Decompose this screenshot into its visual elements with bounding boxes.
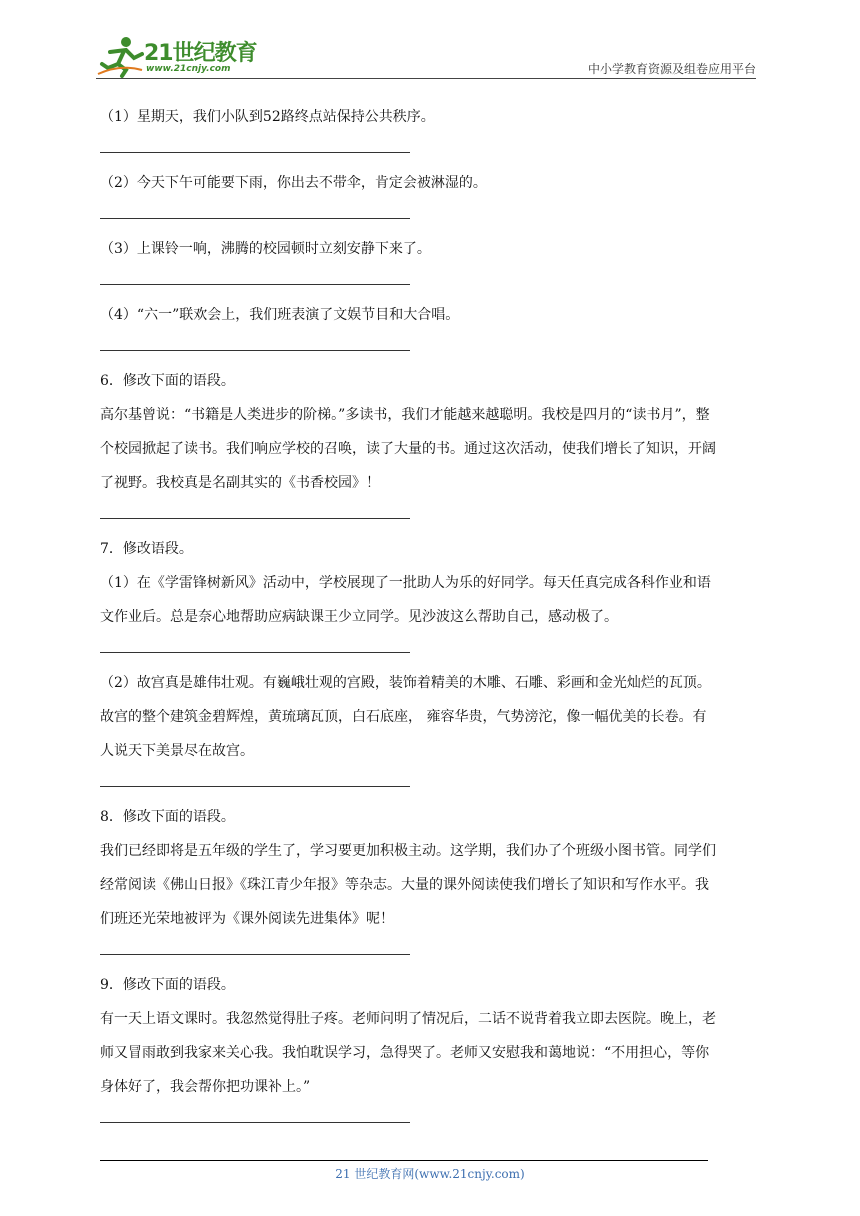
answer-line[interactable] (100, 954, 410, 956)
q7-p2-line: （2）故宫真是雄伟壮观。有巍峨壮观的宫殿，装饰着精美的木雕、石雕、彩画和金光灿烂的瓦顶。 (100, 675, 711, 691)
footer-divider (100, 1160, 708, 1161)
q9-title: 9．修改下面的语段。 (100, 977, 235, 993)
q8-text-line: 经常阅读《佛山日报》《珠江青少年报》等杂志。大量的课外阅读使我们增长了知识和写作水平。我 (100, 877, 709, 893)
q9-text-line: 师又冒雨敢到我家来关心我。我怕耽误学习，急得哭了。老师又安慰我和蔼地说：“不用担心，等你 (100, 1045, 710, 1061)
answer-line[interactable] (100, 786, 410, 788)
q7-p1-line: 文作业后。总是奈心地帮助应病缺课王少立同学。见沙波这么帮助自己，感动极了。 (100, 609, 618, 625)
q6-text-line: 个校园掀起了读书。我们响应学校的召唤，读了大量的书。通过这次活动，使我们增长了知识，开阔 (100, 441, 716, 457)
answer-line[interactable] (100, 518, 410, 520)
q5-item-1: （1）星期天，我们小队到52路终点站保持公共秩序。 (100, 109, 435, 125)
q8-text-line: 们班还光荣地被评为《课外阅读先进集体》呢！ (100, 911, 394, 927)
logo-text: 21世纪教育 (144, 41, 257, 66)
q7-p2-line: 故宫的整个建筑金碧辉煌，黄琉璃瓦顶，白石底座， 雍容华贵，气势滂沱，像一幅优美的长卷。有 (100, 709, 707, 725)
q7-p1-line: （1）在《学雷锋树新风》活动中，学校展现了一批助人为乐的好同学。每天任真完成各科作业和语 (100, 575, 711, 591)
q5-item-2: （2）今天下午可能要下雨，你出去不带伞，肯定会被淋湿的。 (100, 175, 487, 191)
answer-line[interactable] (100, 652, 410, 654)
q8-title: 8．修改下面的语段。 (100, 809, 235, 825)
q6-text-line: 了视野。我校真是名副其实的《书香校园》！ (100, 475, 380, 491)
answer-line[interactable] (100, 284, 410, 286)
q5-item-4: （4）“六一”联欢会上，我们班表演了文娱节目和大合唱。 (100, 307, 460, 323)
q7-p2-line: 人说天下美景尽在故宫。 (100, 743, 254, 759)
answer-line[interactable] (100, 218, 410, 220)
page-header (96, 30, 756, 78)
runner-logo-icon (96, 34, 144, 78)
q7-title: 7．修改语段。 (100, 541, 193, 557)
q6-text-line: 高尔基曾说：“书籍是人类进步的阶梯。”多读书，我们才能越来越聪明。我校是四月的“读书月”，整 (100, 407, 710, 423)
q5-item-3: （3）上课铃一响，沸腾的校园顿时立刻安静下来了。 (100, 241, 431, 257)
answer-line[interactable] (100, 152, 410, 154)
header-divider (96, 78, 756, 79)
q8-text-line: 我们已经即将是五年级的学生了，学习要更加积极主动。这学期，我们办了个班级小图书管。同学们 (100, 843, 716, 859)
q9-text-line: 有一天上语文课时。我忽然觉得肚子疼。老师问明了情况后，二话不说背着我立即去医院。晚上，老 (100, 1011, 716, 1027)
site-logo[interactable] (96, 34, 266, 78)
footer-link[interactable]: 21 世纪教育网(www.21cnjy.com) (335, 1167, 525, 1181)
logo-url: www.21cnjy.com (146, 64, 231, 74)
platform-title: 中小学教育资源及组卷应用平台 (587, 62, 756, 76)
q9-text-line: 身体好了，我会帮你把功课补上。” (100, 1079, 311, 1095)
answer-line[interactable] (100, 350, 410, 352)
q6-title: 6．修改下面的语段。 (100, 373, 235, 389)
document-body (100, 100, 760, 1136)
answer-line[interactable] (100, 1122, 410, 1124)
